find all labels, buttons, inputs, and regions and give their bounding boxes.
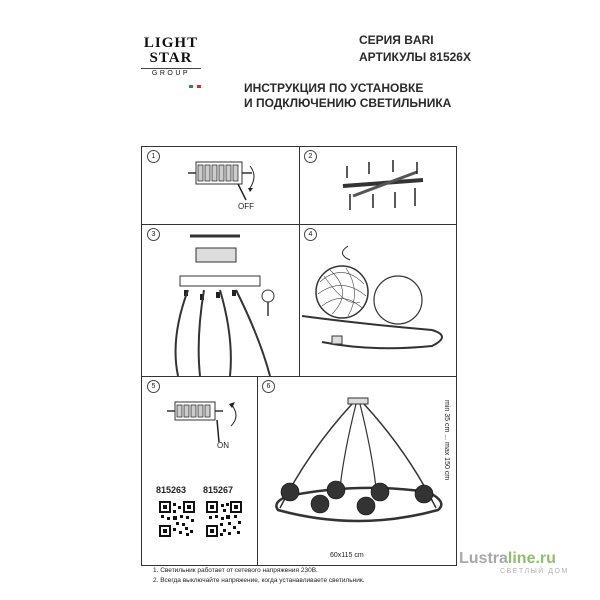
width-dimension-label: 60x115 cm — [330, 552, 364, 559]
on-label: ON — [217, 441, 229, 450]
watermark-logo — [459, 550, 556, 568]
logo-line-1: LIGHT — [143, 35, 199, 51]
qr-code-2-icon — [206, 501, 242, 537]
step3-ceiling-mount-illustration — [160, 228, 295, 376]
step1-terminal-block-illustration — [180, 152, 280, 222]
step-number-4: 4 — [304, 228, 317, 241]
watermark-tagline: СВЕТЛЫЙ ДОМ — [500, 568, 569, 575]
off-label: OFF — [238, 202, 254, 211]
step4-shade-assembly-illustration — [302, 232, 454, 376]
step5-terminal-block-illustration — [165, 396, 255, 452]
step-number-2: 2 — [304, 150, 317, 163]
height-dimension-label: min 35 cm ... max 150 cm — [443, 400, 450, 481]
instruction-title-line-1: ИНСТРУКЦИЯ ПО УСТАНОВКЕ — [244, 81, 424, 95]
step-number-1: 1 — [147, 150, 160, 163]
qr-code-label-1: 815263 — [156, 485, 187, 495]
instruction-title-line-2: И ПОДКЛЮЧЕНИЮ СВЕТИЛЬНИКА — [244, 96, 452, 110]
step6-chandelier-illustration — [268, 392, 448, 532]
divider-v-bottom — [257, 376, 258, 566]
divider-h-2 — [141, 376, 457, 377]
brand-logo — [141, 36, 201, 77]
divider-v-top — [299, 146, 300, 376]
series-title: СЕРИЯ BARI — [359, 33, 434, 47]
logo-line-3: GROUP — [141, 68, 201, 77]
step2-mounting-bar-illustration — [325, 152, 445, 222]
articles-title: АРТИКУЛЫ 81526X — [359, 50, 471, 64]
qr-code-label-2: 815267 — [203, 485, 234, 495]
watermark-part-2: line.ru — [507, 550, 556, 567]
note-1: 1. Светильник работает от сетевого напряжения 230В. — [153, 567, 318, 574]
italy-flag-icon — [189, 85, 201, 88]
watermark-part-1: Lustra — [459, 550, 508, 567]
installation-notes — [153, 566, 365, 586]
step-number-6: 6 — [262, 380, 275, 393]
divider-h-1 — [141, 224, 457, 225]
logo-line-2: STAR — [149, 50, 193, 66]
step-number-5: 5 — [147, 380, 160, 393]
note-2: 2. Всегда выключайте напряжение, когда устанавливаете светильник. — [153, 577, 365, 584]
qr-code-1-icon — [159, 501, 195, 537]
step-number-3: 3 — [147, 228, 160, 241]
